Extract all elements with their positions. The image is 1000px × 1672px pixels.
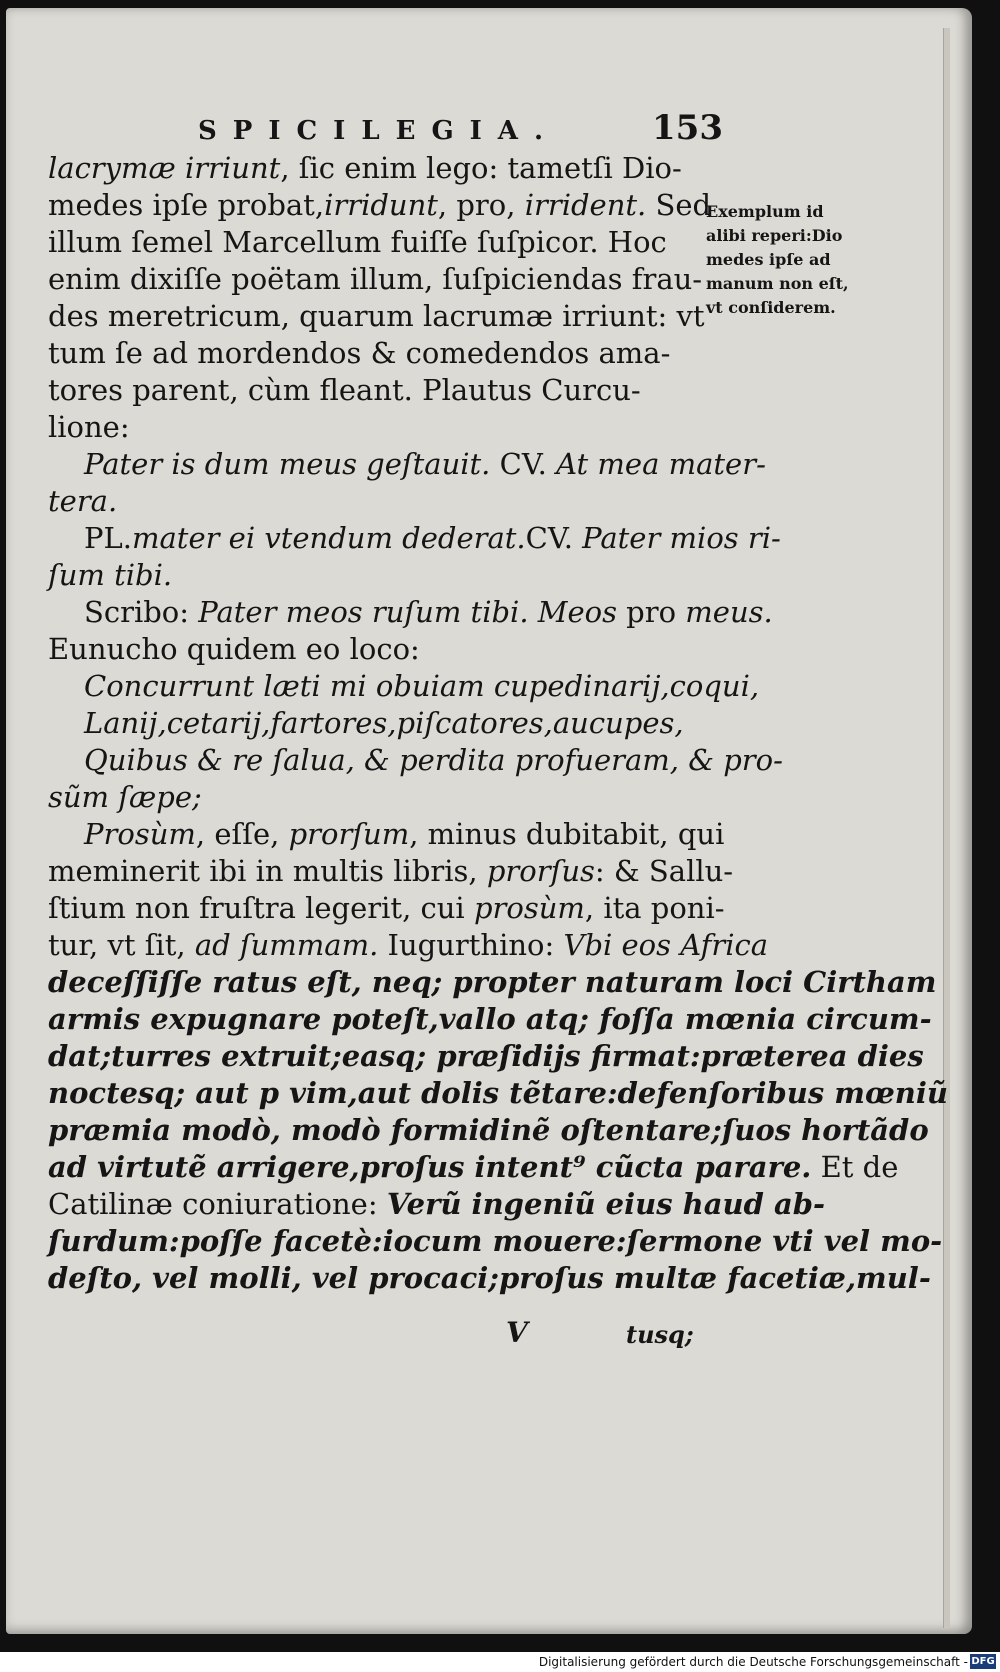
- page-edge: [943, 28, 950, 1628]
- text-segment: tores parent, cùm fleant. Plautus Curcu-: [48, 373, 641, 407]
- text-segment: CV.: [525, 521, 583, 555]
- text-line: [48, 409, 690, 446]
- text-line: [48, 631, 690, 668]
- text-line: [48, 150, 690, 187]
- text-segment: armis expugnare poteſt,vallo atq; foſſa mœnia circum-: [48, 1002, 932, 1036]
- text-segment: præmia modò, modò formidinẽ oſtentare;ſuos hortãdo: [48, 1113, 929, 1147]
- text-segment: lione:: [48, 410, 130, 444]
- marginal-note-line: manum non eſt,: [706, 274, 849, 293]
- text-segment: Sed: [646, 188, 712, 222]
- text-line: [48, 520, 781, 557]
- marginal-note-line: Exemplum id: [706, 202, 824, 221]
- signature-mark: V: [506, 1316, 528, 1349]
- text-segment: prosùm: [473, 891, 585, 925]
- text-segment: tum ſe ad mordendos & comedendos ama-: [48, 336, 671, 370]
- footer-bar: [0, 1652, 1000, 1672]
- page-number: 153: [652, 108, 723, 148]
- text-segment: mater ei vtendum dederat.: [132, 521, 526, 555]
- text-segment: medes ipſe probat,: [48, 188, 325, 222]
- text-segment: Et de: [811, 1150, 899, 1184]
- text-segment: meus.: [685, 595, 773, 629]
- text-line: [48, 298, 705, 335]
- text-line: [48, 668, 760, 705]
- text-segment: tur, vt ſit,: [48, 928, 195, 962]
- text-segment: dat;turres extruit;easq; præſidijs firmat:præterea dies: [48, 1039, 924, 1073]
- text-segment: Prosùm: [84, 817, 196, 851]
- text-segment: noctesq; aut p vim,aut dolis tẽtare:defenſoribus mœniũ: [48, 1076, 948, 1110]
- text-segment: illum ſemel Marcellum fuiſſe ſuſpicor. Hoc: [48, 225, 667, 259]
- text-segment: irrident.: [524, 188, 647, 222]
- text-segment: meminerit ibi in multis libris,: [48, 854, 487, 888]
- text-segment: ſurdum:poſſe facetè:iocum mouere:ſermone vti vel mo-: [48, 1224, 943, 1258]
- text-segment: ad virtutẽ arrigere,proſus intent⁹ cũcta parare.: [48, 1150, 812, 1184]
- text-segment: At mea mater-: [556, 447, 766, 481]
- dfg-logo: DFG: [971, 1656, 995, 1667]
- text-segment: enim dixiſſe poëtam illum, ſuſpiciendas frau-: [48, 262, 703, 296]
- text-segment: Catilinæ coniuratione:: [48, 1187, 387, 1221]
- marginal-note-line: medes ipſe ad: [706, 250, 831, 269]
- text-line: [48, 1260, 931, 1297]
- text-line: [48, 853, 734, 890]
- marginal-note-line: alibi reperi:Dio: [706, 226, 843, 245]
- text-segment: Concurrunt læti mi obuiam cupedinarij,coqui,: [84, 669, 760, 703]
- text-segment: Quibus & re ſalua, & perdita profueram, & pro-: [84, 743, 783, 777]
- text-line: [48, 890, 725, 927]
- text-segment: , ſic enim lego: tametſi Dio-: [280, 151, 682, 185]
- text-line: [48, 1112, 929, 1149]
- text-segment: Eunucho quidem eo loco:: [48, 632, 420, 666]
- text-segment: PL.: [84, 521, 132, 555]
- text-line: [48, 816, 725, 853]
- text-segment: deſto, vel molli, vel procaci;proſus multæ facetiæ,mul-: [48, 1261, 931, 1295]
- running-head: SPICILEGIA.: [198, 116, 560, 146]
- text-line: [48, 187, 712, 224]
- text-line: [48, 483, 690, 520]
- text-line: [48, 1149, 899, 1186]
- text-segment: : & Sallu-: [594, 854, 734, 888]
- text-segment: Scribo:: [84, 595, 199, 629]
- text-segment: Verũ ingeniũ eius haud ab-: [386, 1187, 826, 1221]
- text-segment: CV.: [490, 447, 557, 481]
- text-segment: des meretricum, quarum lacrumæ irriunt: vt: [48, 299, 705, 333]
- text-line: [48, 705, 690, 742]
- text-line: [48, 594, 773, 631]
- footer-credit: Digitalisierung gefördert durch die Deutsche Forschungsgemeinschaft -: [538, 1655, 968, 1669]
- catchword: tusq;: [626, 1320, 694, 1349]
- text-segment: Lanij,cetarij,fartores,piſcatores,aucupes,: [84, 706, 684, 740]
- text-segment: , minus dubitabit, qui: [409, 817, 725, 851]
- text-line: [48, 1001, 932, 1038]
- text-line: [48, 372, 690, 409]
- text-segment: sũm ſæpe;: [48, 780, 202, 814]
- text-segment: prorſum: [288, 817, 410, 851]
- text-segment: tera.: [48, 484, 118, 518]
- text-segment: prorſus: [486, 854, 595, 888]
- text-line: [48, 927, 769, 964]
- text-segment: lacrymæ irriunt: [48, 151, 281, 185]
- marginal-note: [706, 200, 886, 320]
- text-line: [48, 557, 690, 594]
- text-segment: Pater mios ri-: [582, 521, 781, 555]
- text-segment: Pater is dum meus geſtauit.: [84, 447, 491, 481]
- text-segment: ad ſummam.: [194, 928, 379, 962]
- text-line: [48, 224, 690, 261]
- text-line: [48, 261, 703, 298]
- text-segment: Pater meos ruſum tibi. Meos: [198, 595, 617, 629]
- text-segment: ſum tibi.: [48, 558, 173, 592]
- text-segment: Iugurthino:: [378, 928, 564, 962]
- text-segment: , eſſe,: [195, 817, 289, 851]
- marginal-note-line: vt conſiderem.: [706, 298, 836, 317]
- text-line: [48, 446, 766, 483]
- text-line: [48, 1038, 924, 1075]
- text-line: [48, 1186, 826, 1223]
- text-line: [48, 779, 690, 816]
- text-segment: pro: [616, 595, 686, 629]
- text-segment: Vbi eos Africa: [563, 928, 769, 962]
- text-segment: irridunt: [324, 188, 438, 222]
- text-line: [48, 1075, 948, 1112]
- text-segment: , pro,: [437, 188, 525, 222]
- text-segment: , ita poni-: [584, 891, 725, 925]
- text-line: [48, 742, 783, 779]
- text-segment: deceſſiſſe ratus eſt, neq; propter naturam loci Cirtham: [48, 965, 937, 999]
- text-line: [48, 335, 690, 372]
- text-line: [48, 1223, 943, 1260]
- text-segment: ſtium non fruſtra legerit, cui: [48, 891, 474, 925]
- text-line: [48, 964, 937, 1001]
